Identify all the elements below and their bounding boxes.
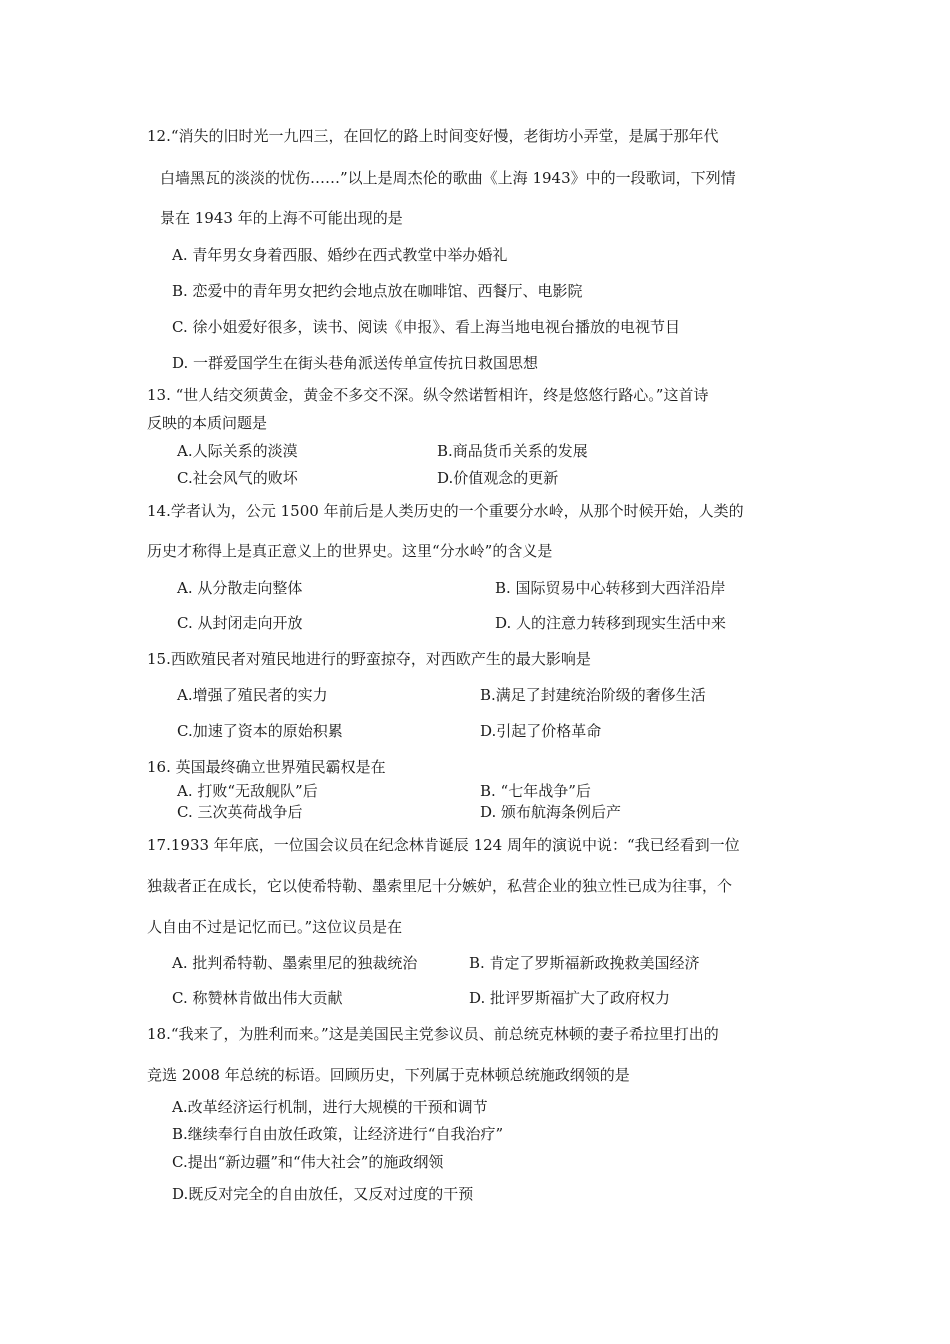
question-17-stem-line-3: 人自由不过是记忆而已。”这位议员是在 xyxy=(147,918,403,936)
question-17-option-b: B. 肯定了罗斯福新政挽救美国经济 xyxy=(469,954,700,972)
question-13-option-b: B.商品货币关系的发展 xyxy=(437,442,588,460)
question-17-stem-line-1: 17.1933 年年底，一位国会议员在纪念林肯诞辰 124 周年的演说中说：“我已经看到一位 xyxy=(147,836,740,854)
question-12-stem-line-2: 白墙黑瓦的淡淡的忧伤……”以上是周杰伦的歌曲《上海 1943》中的一段歌词，下列情 xyxy=(160,169,736,187)
question-15-option-a: A.增强了殖民者的实力 xyxy=(177,686,328,704)
question-13-stem-line-2: 反映的本质问题是 xyxy=(147,414,268,432)
question-14-option-a: A. 从分散走向整体 xyxy=(177,579,303,597)
question-13-option-a: A.人际关系的淡漠 xyxy=(177,442,298,460)
question-18-stem-line-1: 18.“我来了，为胜利而来。”这是美国民主党参议员、前总统克林顿的妻子希拉里打出的 xyxy=(147,1025,719,1043)
question-18-option-a: A.改革经济运行机制，进行大规模的干预和调节 xyxy=(172,1098,488,1116)
question-12-option-b: B. 恋爱中的青年男女把约会地点放在咖啡馆、西餐厅、电影院 xyxy=(172,282,583,300)
question-15-stem-line-1: 15.西欧殖民者对殖民地进行的野蛮掠夺，对西欧产生的最大影响是 xyxy=(147,650,591,668)
question-18-stem-line-2: 竞选 2008 年总统的标语。回顾历史，下列属于克林顿总统施政纲领的是 xyxy=(147,1066,630,1084)
question-13-option-d: D.价值观念的更新 xyxy=(437,469,559,487)
question-12-stem-line-3: 景在 1943 年的上海不可能出现的是 xyxy=(160,209,403,227)
question-17-option-c: C. 称赞林肯做出伟大贡献 xyxy=(172,989,343,1007)
question-12-option-a: A. 青年男女身着西服、婚纱在西式教堂中举办婚礼 xyxy=(172,246,508,264)
question-16-option-b: B. “七年战争”后 xyxy=(480,782,591,800)
question-17-option-a: A. 批判希特勒、墨索里尼的独裁统治 xyxy=(172,954,418,972)
question-14-option-d: D. 人的注意力转移到现实生活中来 xyxy=(495,614,727,632)
question-14-stem-line-2: 历史才称得上是真正意义上的世界史。这里“分水岭”的含义是 xyxy=(147,542,553,560)
question-12-stem-line-1: 12.“消失的旧时光一九四三，在回忆的路上时间变好慢，老街坊小弄堂，是属于那年代 xyxy=(147,127,719,145)
question-16-option-a: A. 打败“无敌舰队”后 xyxy=(177,782,318,800)
question-15-option-b: B.满足了封建统治阶级的奢侈生活 xyxy=(480,686,706,704)
question-17-stem-line-2: 独裁者正在成长，它以使希特勒、墨索里尼十分嫉妒，私营企业的独立性已成为往事，个 xyxy=(147,877,733,895)
question-18-option-c: C.提出“新边疆”和“伟大社会”的施政纲领 xyxy=(172,1153,444,1171)
question-14-option-c: C. 从封闭走向开放 xyxy=(177,614,303,632)
question-17-option-d: D. 批评罗斯福扩大了政府权力 xyxy=(469,989,671,1007)
question-18-option-b: B.继续奉行自由放任政策，让经济进行“自我治疗” xyxy=(172,1125,504,1143)
question-16-stem-line-1: 16. 英国最终确立世界殖民霸权是在 xyxy=(147,758,386,776)
question-13-stem-line-1: 13. “世人结交须黄金，黄金不多交不深。纵令然诺暂相许，终是悠悠行路心。”这首诗 xyxy=(147,386,709,404)
question-15-option-d: D.引起了价格革命 xyxy=(480,722,602,740)
question-12-option-c: C. 徐小姐爱好很多，读书、阅读《申报》、看上海当地电视台播放的电视节目 xyxy=(172,318,680,336)
question-12-option-d: D. 一群爱国学生在街头巷角派送传单宣传抗日救国思想 xyxy=(172,354,539,372)
question-14-option-b: B. 国际贸易中心转移到大西洋沿岸 xyxy=(495,579,726,597)
question-18-option-d: D.既反对完全的自由放任，又反对过度的干预 xyxy=(172,1185,474,1203)
question-13-option-c: C.社会风气的败坏 xyxy=(177,469,298,487)
question-15-option-c: C.加速了资本的原始积累 xyxy=(177,722,343,740)
question-16-option-d: D. 颁布航海条例后产 xyxy=(480,803,622,821)
question-16-option-c: C. 三次英荷战争后 xyxy=(177,803,303,821)
question-14-stem-line-1: 14.学者认为，公元 1500 年前后是人类历史的一个重要分水岭，从那个时候开始，人类的 xyxy=(147,502,744,520)
